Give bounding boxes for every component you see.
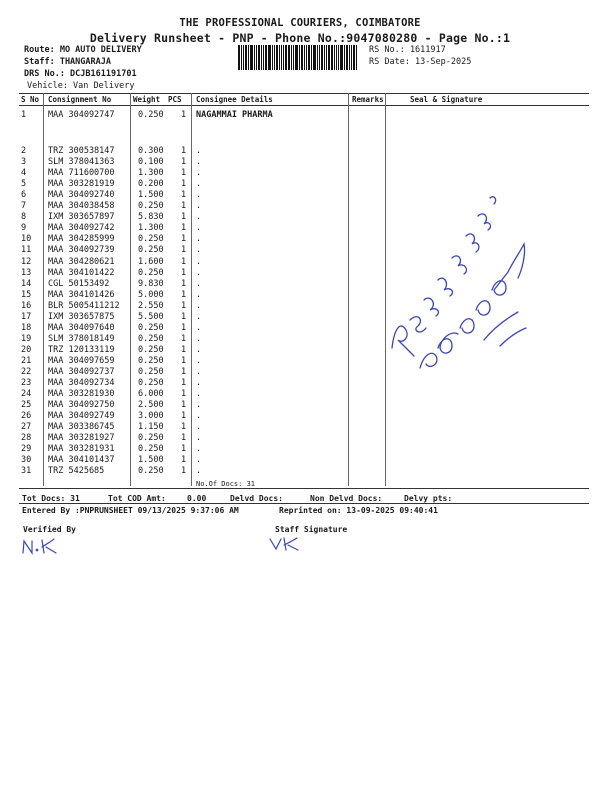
- barcode-bar: [308, 45, 310, 70]
- row-pcs: 1: [181, 300, 187, 311]
- row-sno: 13: [21, 267, 32, 278]
- barcode-bar: [321, 45, 323, 70]
- row-consignee: NAGAMMAI PHARMA: [196, 110, 273, 120]
- row-weight: 5.830: [138, 212, 164, 223]
- row-consignment: MAA 304097659: [48, 355, 115, 366]
- row-sno: 10: [21, 234, 32, 245]
- row-consignee: .: [196, 355, 202, 366]
- row-pcs: 1: [181, 389, 187, 400]
- col-pcs: PCS: [168, 95, 182, 104]
- row-consignee: .: [196, 179, 202, 190]
- barcode-bar: [340, 45, 343, 70]
- row-consignment: MAA 303281927: [48, 433, 115, 444]
- row-pcs: 1: [181, 455, 187, 466]
- barcode-bar: [272, 45, 273, 70]
- header-top-rule: [19, 93, 589, 94]
- row-pcs: 1: [181, 466, 187, 477]
- verifier-signature-mark: [20, 535, 70, 559]
- barcode-bar: [334, 45, 335, 70]
- table-row: [0, 400, 600, 411]
- row-consignee: .: [196, 146, 202, 156]
- barcode-bar: [319, 45, 320, 70]
- row-weight: 5.500: [138, 311, 164, 322]
- row-weight: 0.300: [138, 146, 164, 156]
- row-pcs: 1: [181, 344, 187, 355]
- row-pcs: 1: [181, 378, 187, 389]
- row-consignee: .: [196, 234, 202, 245]
- row-consignee: .: [196, 466, 202, 477]
- barcode-bar: [245, 45, 247, 70]
- barcode-bar: [263, 45, 264, 70]
- row-consignee: .: [196, 378, 202, 389]
- row-consignee: .: [196, 344, 202, 355]
- row-pcs: 1: [181, 245, 187, 256]
- row-consignee: .: [196, 433, 202, 444]
- col-sno: S No: [21, 95, 40, 104]
- row-pcs: 1: [181, 400, 187, 411]
- row-weight: 2.500: [138, 400, 164, 411]
- barcode-bar: [276, 45, 278, 70]
- row-pcs: 1: [181, 234, 187, 245]
- row-consignment: MAA 304092740: [48, 190, 115, 201]
- row-weight: 0.250: [138, 355, 164, 366]
- row-sno: 15: [21, 289, 32, 300]
- barcode-bar: [248, 45, 249, 70]
- row-weight: 1.300: [138, 168, 164, 179]
- col-seal: Seal & Signature: [410, 95, 483, 104]
- barcode-bar: [353, 45, 355, 70]
- row-consignee: .: [196, 201, 202, 212]
- row-consignment: MAA 304092734: [48, 378, 115, 389]
- barcode-bar: [254, 45, 255, 70]
- row-consignee: .: [196, 411, 202, 422]
- row-consignment: SLM 378018149: [48, 333, 115, 344]
- row-consignee: .: [196, 190, 202, 201]
- row-consignee: .: [196, 444, 202, 455]
- row-consignment: MAA 304092737: [48, 367, 115, 377]
- row-weight: 5.000: [138, 289, 164, 300]
- row-pcs: 1: [181, 212, 187, 223]
- table-row: [0, 444, 600, 455]
- row-consignment: MAA 303386745: [48, 422, 115, 433]
- row-consignment: MAA 304101426: [48, 289, 115, 300]
- col-weight: Weight: [133, 95, 161, 104]
- row-consignee: .: [196, 455, 202, 466]
- vehicle-label: Vehicle: Van Delivery: [27, 81, 135, 91]
- row-weight: 0.250: [138, 333, 164, 344]
- row-weight: 0.250: [138, 267, 164, 278]
- row-sno: 7: [21, 201, 27, 212]
- runsheet-subtitle: Delivery Runsheet - PNP - Phone No.:9047080280 - Page No.:1: [89, 31, 511, 45]
- row-weight: 0.250: [138, 444, 164, 455]
- row-sno: 2: [21, 146, 27, 156]
- barcode-bar: [351, 45, 352, 70]
- barcode-bar: [304, 45, 305, 70]
- barcode-bar: [250, 45, 253, 70]
- barcode-bar: [336, 45, 337, 70]
- row-pcs: 1: [181, 256, 187, 267]
- row-weight: 1.150: [138, 422, 164, 433]
- row-consignment: MAA 304280621: [48, 256, 115, 267]
- barcode-bar: [338, 45, 339, 70]
- table-row: [0, 389, 600, 400]
- row-weight: 3.000: [138, 411, 164, 422]
- row-pcs: 1: [181, 333, 187, 344]
- row-consignee: .: [196, 278, 202, 289]
- barcode-bar: [258, 45, 260, 70]
- row-sno: 9: [21, 223, 27, 234]
- staff-signature-mark: [268, 535, 308, 555]
- barcode-bar: [291, 45, 292, 70]
- row-pcs: 1: [181, 190, 187, 201]
- table-row: [0, 455, 600, 466]
- row-consignee: .: [196, 256, 202, 267]
- col-consignment: Consignment No: [48, 95, 112, 104]
- barcode-bar: [241, 45, 242, 70]
- row-pcs: 1: [181, 322, 187, 333]
- barcode-bar: [285, 45, 287, 70]
- row-pcs: 1: [181, 367, 187, 377]
- row-pcs: 1: [181, 179, 187, 190]
- barcode-bar: [265, 45, 267, 70]
- row-pcs: 1: [181, 411, 187, 422]
- rs-date: RS Date: 13-Sep-2025: [369, 57, 472, 67]
- row-sno: 4: [21, 168, 27, 179]
- row-consignee: .: [196, 168, 202, 179]
- row-sno: 14: [21, 278, 32, 289]
- row-sno: 17: [21, 311, 32, 322]
- row-sno: 18: [21, 322, 32, 333]
- row-consignee: .: [196, 157, 202, 168]
- row-consignment: MAA 711600700: [48, 168, 115, 179]
- row-weight: 2.550: [138, 300, 164, 311]
- barcode-bar: [328, 45, 330, 70]
- row-sno: 24: [21, 389, 32, 400]
- row-consignment: MAA 304101437: [48, 455, 115, 466]
- row-consignment: BLR 5005411212: [48, 300, 120, 311]
- row-consignee: .: [196, 367, 202, 377]
- drs-number: DRS No.: DCJB161191701: [24, 69, 137, 79]
- row-consignee: .: [196, 311, 202, 322]
- row-sno: 3: [21, 157, 27, 168]
- barcode-bar: [288, 45, 290, 70]
- barcode-bar: [324, 45, 325, 70]
- row-consignment: MAA 304092750: [48, 400, 115, 411]
- row-consignment: MAA 304092747: [48, 110, 115, 120]
- table-bottom-rule: [19, 488, 589, 489]
- row-weight: 0.250: [138, 201, 164, 212]
- row-sno: 20: [21, 344, 32, 355]
- route-label: Route: MO AUTO DELIVERY: [24, 45, 142, 55]
- row-sno: 25: [21, 400, 32, 411]
- company-title: THE PROFESSIONAL COURIERS, COIMBATORE: [179, 17, 421, 29]
- row-sno: 27: [21, 422, 32, 433]
- row-weight: 0.100: [138, 157, 164, 168]
- row-consignment: TRZ 5425685: [48, 466, 105, 477]
- row-consignee: .: [196, 400, 202, 411]
- row-sno: 22: [21, 367, 32, 377]
- barcode-bar: [344, 45, 345, 70]
- row-consignment: MAA 303281919: [48, 179, 115, 190]
- row-sno: 12: [21, 256, 32, 267]
- barcode-bar: [256, 45, 257, 70]
- row-consignee: .: [196, 300, 202, 311]
- row-consignee: .: [196, 245, 202, 256]
- row-consignment: MAA 303281931: [48, 444, 115, 455]
- verified-by-label: Verified By: [23, 525, 76, 534]
- row-sno: 30: [21, 455, 32, 466]
- row-pcs: 1: [181, 201, 187, 212]
- barcode-bar: [356, 45, 357, 70]
- row-weight: 0.250: [138, 433, 164, 444]
- row-consignee: .: [196, 322, 202, 333]
- row-weight: 0.250: [138, 378, 164, 389]
- row-pcs: 1: [181, 223, 187, 234]
- row-weight: 0.250: [138, 234, 164, 245]
- row-consignment: SLM 378041363: [48, 157, 115, 168]
- row-consignment: MAA 303281930: [48, 389, 115, 400]
- row-pcs: 1: [181, 289, 187, 300]
- row-sno: 19: [21, 333, 32, 344]
- row-consignment: MAA 304038458: [48, 201, 115, 212]
- col-remarks: Remarks: [352, 95, 384, 104]
- barcode-bar: [281, 45, 282, 70]
- row-weight: 1.600: [138, 256, 164, 267]
- delivery-points: Delvy pts:: [404, 494, 453, 503]
- table-row: [0, 466, 600, 477]
- handwritten-delivery-signature: [380, 180, 550, 380]
- barcode-bar: [317, 45, 318, 70]
- row-weight: 0.250: [138, 466, 164, 477]
- rs-number: RS No.: 1611917: [369, 45, 446, 55]
- row-consignment: MAA 304285999: [48, 234, 115, 245]
- barcode-bar: [311, 45, 312, 70]
- table-row: [0, 168, 600, 179]
- row-consignee: .: [196, 267, 202, 278]
- row-weight: 0.250: [138, 110, 164, 120]
- row-weight: 1.500: [138, 190, 164, 201]
- row-sno: 28: [21, 433, 32, 444]
- row-pcs: 1: [181, 157, 187, 168]
- row-sno: 26: [21, 411, 32, 422]
- barcode-image: [238, 45, 364, 70]
- barcode-bar: [238, 45, 240, 70]
- table-row: [0, 422, 600, 433]
- row-pcs: 1: [181, 355, 187, 366]
- non-delivered-docs: Non Delvd Docs:: [310, 494, 383, 503]
- row-consignment: MAA 304092742: [48, 223, 115, 234]
- row-weight: 0.200: [138, 179, 164, 190]
- col-consignee: Consignee Details: [196, 95, 273, 104]
- barcode-bar: [313, 45, 316, 70]
- row-weight: 9.830: [138, 278, 164, 289]
- reprinted-on: Reprinted on: 13-09-2025 09:40:41: [279, 506, 438, 515]
- row-weight: 1.300: [138, 223, 164, 234]
- row-weight: 0.250: [138, 322, 164, 333]
- barcode-bar: [306, 45, 307, 70]
- row-pcs: 1: [181, 278, 187, 289]
- row-weight: 0.250: [138, 344, 164, 355]
- barcode-bar: [346, 45, 348, 70]
- row-consignee: .: [196, 333, 202, 344]
- row-consignment: IXM 303657897: [48, 212, 115, 223]
- table-row: [0, 146, 600, 157]
- barcode-bar: [299, 45, 300, 70]
- barcode-bar: [261, 45, 262, 70]
- row-consignee: .: [196, 389, 202, 400]
- row-sno: 5: [21, 179, 27, 190]
- row-consignment: IXM 303657875: [48, 311, 115, 322]
- row-pcs: 1: [181, 110, 187, 120]
- row-pcs: 1: [181, 444, 187, 455]
- header-bottom-rule: [19, 105, 589, 106]
- barcode-bar: [279, 45, 280, 70]
- table-row: [0, 433, 600, 444]
- barcode-bar: [349, 45, 350, 70]
- barcode-bar: [268, 45, 271, 70]
- row-consignment: MAA 304097640: [48, 322, 115, 333]
- footer-rule: [19, 503, 589, 504]
- row-sno: 23: [21, 378, 32, 389]
- no-of-docs: No.Of Docs: 31: [196, 480, 256, 488]
- entered-by: Entered By :PNPRUNSHEET 09/13/2025 9:37:06 AM: [22, 506, 239, 515]
- table-row: [0, 157, 600, 168]
- row-sno: 6: [21, 190, 27, 201]
- row-sno: 29: [21, 444, 32, 455]
- row-sno: 16: [21, 300, 32, 311]
- row-consignment: TRZ 120133119: [48, 344, 115, 355]
- row-pcs: 1: [181, 168, 187, 179]
- barcode-bar: [326, 45, 327, 70]
- row-consignee: .: [196, 289, 202, 300]
- table-row: [0, 110, 600, 121]
- row-pcs: 1: [181, 433, 187, 444]
- row-pcs: 1: [181, 311, 187, 322]
- barcode-bar: [243, 45, 244, 70]
- table-row: [0, 411, 600, 422]
- total-cod-label: Tot COD Amt:: [108, 494, 166, 503]
- row-pcs: 1: [181, 267, 187, 278]
- row-consignment: MAA 304101422: [48, 267, 115, 278]
- row-weight: 0.250: [138, 367, 164, 377]
- row-pcs: 1: [181, 422, 187, 433]
- row-weight: 6.000: [138, 389, 164, 400]
- row-sno: 31: [21, 466, 32, 477]
- barcode-bar: [274, 45, 275, 70]
- row-consignment: MAA 304092749: [48, 411, 115, 422]
- row-sno: 8: [21, 212, 27, 223]
- barcode-bar: [283, 45, 284, 70]
- row-pcs: 1: [181, 146, 187, 156]
- row-sno: 1: [21, 110, 27, 120]
- delivered-docs: Delvd Docs:: [230, 494, 283, 503]
- row-consignment: TRZ 300538147: [48, 146, 115, 156]
- row-consignee: .: [196, 223, 202, 234]
- staff-label: Staff: THANGARAJA: [24, 57, 111, 67]
- barcode-bar: [295, 45, 298, 70]
- row-sno: 11: [21, 245, 32, 256]
- row-consignee: .: [196, 212, 202, 223]
- row-consignment: MAA 304092739: [48, 245, 115, 256]
- barcode-bar: [301, 45, 303, 70]
- row-consignee: .: [196, 422, 202, 433]
- row-consignment: CGL 50153492: [48, 278, 110, 289]
- staff-signature-label: Staff Signature: [275, 525, 348, 534]
- barcode-bar: [293, 45, 294, 70]
- barcode-bar: [331, 45, 333, 70]
- row-sno: 21: [21, 355, 32, 366]
- total-cod-value: 0.00: [187, 494, 207, 503]
- row-weight: 0.250: [138, 245, 164, 256]
- row-weight: 1.500: [138, 455, 164, 466]
- total-docs: Tot Docs: 31: [22, 494, 80, 503]
